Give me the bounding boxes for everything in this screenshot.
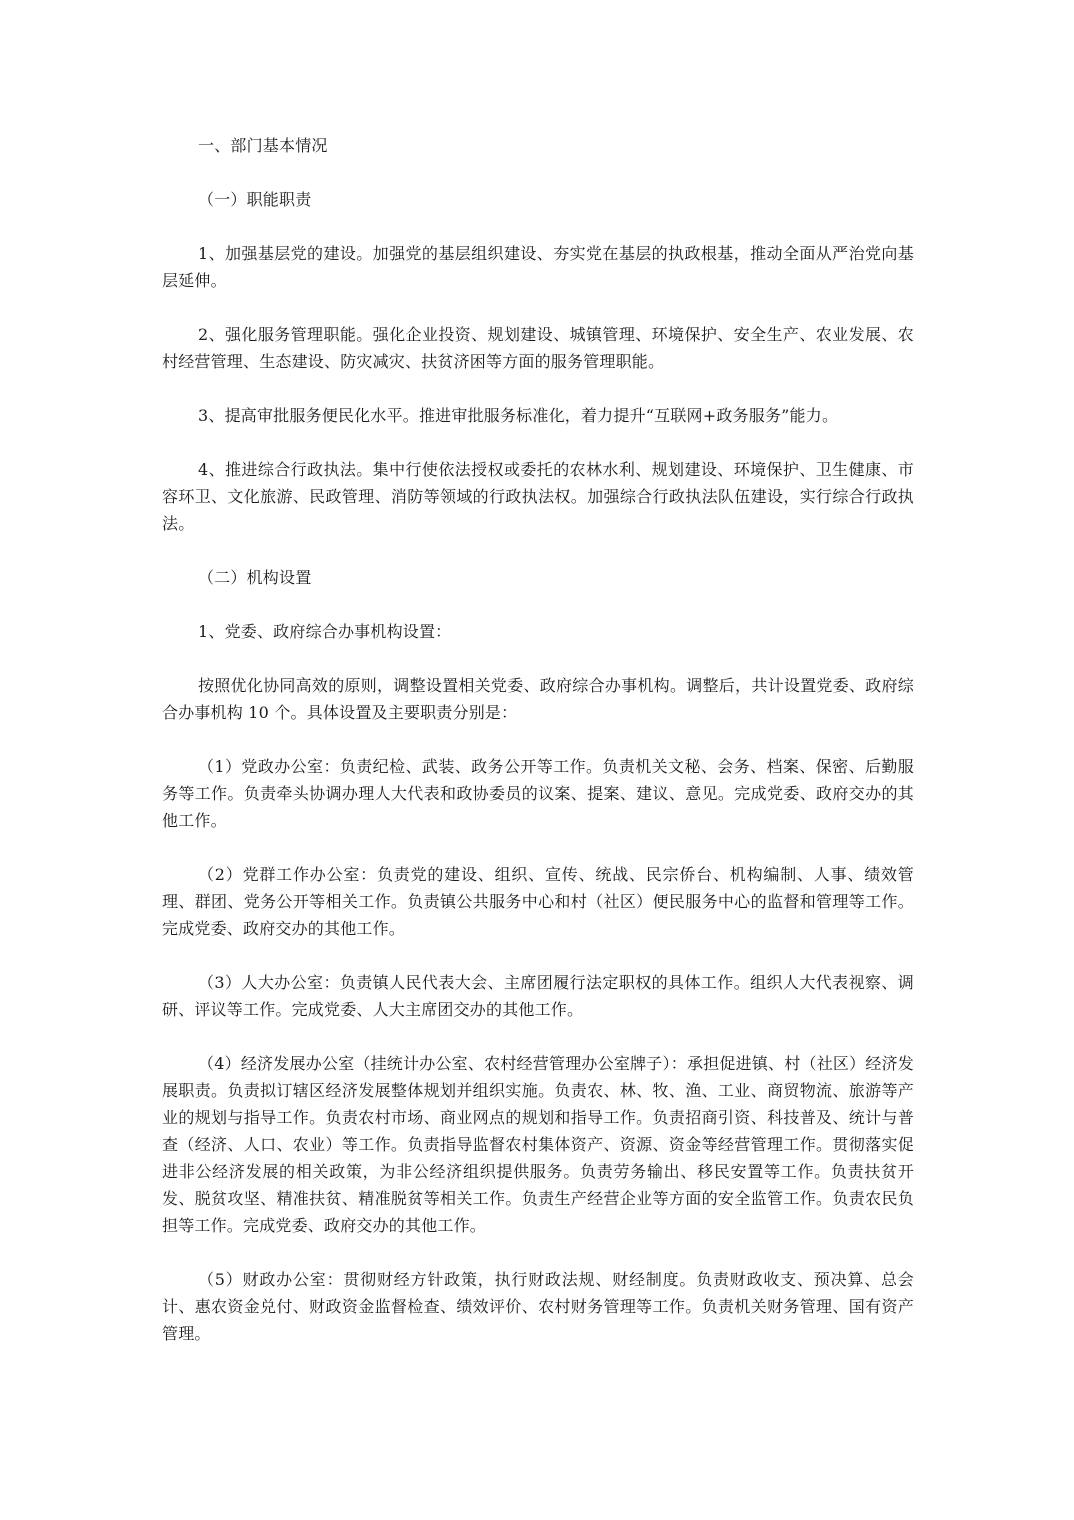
subsection-heading-organization: （二）机构设置 (198, 568, 312, 587)
duty-paragraph-3: 3、提高审批服务便民化水平。推进审批服务标准化，着力提升“互联网+政务服务”能力。 (198, 406, 839, 425)
subsection-heading-duties: （一）职能职责 (198, 190, 312, 209)
duty-paragraph-4: 4、推进综合行政执法。集中行使依法授权或委托的农林水利、规划建设、环境保护、卫生健康、市容环卫、文化旅游、民政管理、消防等领域的行政执法权。加强综合行政执法队伍建设，实行综合行政执法。 (162, 460, 914, 533)
section-heading-basic-info: 一、部门基本情况 (198, 136, 328, 155)
office-paragraph-5: （5）财政办公室：贯彻财经方针政策，执行财政法规、财经制度。负责财政收支、预决算、总会计、惠农资金兑付、财政资金监督检查、绩效评价、农村财务管理等工作。负责机关财务管理、国有资产管理。 (162, 1270, 914, 1343)
organization-intro-paragraph: 按照优化协同高效的原则，调整设置相关党委、政府综合办事机构。调整后，共计设置党委、政府综合办事机构 10 个。具体设置及主要职责分别是： (162, 676, 914, 722)
document-page (162, 132, 914, 1347)
office-paragraph-3: （3）人大办公室：负责镇人民代表大会、主席团履行法定职权的具体工作。组织人大代表视察、调研、评议等工作。完成党委、人大主席团交办的其他工作。 (162, 973, 914, 1019)
office-paragraph-2: （2）党群工作办公室：负责党的建设、组织、宣传、统战、民宗侨台、机构编制、人事、绩效管理、群团、党务公开等相关工作。负责镇公共服务中心和村（社区）便民服务中心的监督和管理等工作。完成党委、政府交办的其他工作。 (162, 865, 914, 938)
office-paragraph-1: （1）党政办公室：负责纪检、武装、政务公开等工作。负责机关文秘、会务、档案、保密、后勤服务等工作。负责牵头协调办理人大代表和政协委员的议案、提案、建议、意见。完成党委、政府交办的其他工作。 (162, 757, 914, 830)
office-paragraph-4: （4）经济发展办公室（挂统计办公室、农村经营管理办公室牌子）：承担促进镇、村（社区）经济发展职责。负责拟订辖区经济发展整体规划并组织实施。负责农、林、牧、渔、工业、商贸物流、旅游等产业的规划与指导工作。负责农村市场、商业网点的规划和指导工作。负责招商引资、科技普及、统计与普查（经济、人口、农业）等工作。负责指导监督农村集体资产、资源、资金等经营管理工作。贯彻落实促进非公经济发展的相关政策，为非公经济组织提供服务。负责劳务输出、移民安置等工作。负责扶贫开发、脱贫攻坚、精准扶贫、精准脱贫等相关工作。负责生产经营企业等方面的安全监管工作。负责农民负担等工作。完成党委、政府交办的其他工作。 (162, 1054, 914, 1235)
organization-item-title: 1、党委、政府综合办事机构设置： (198, 622, 452, 641)
duty-paragraph-2: 2、强化服务管理职能。强化企业投资、规划建设、城镇管理、环境保护、安全生产、农业发展、农村经营管理、生态建设、防灾减灾、扶贫济困等方面的服务管理职能。 (162, 325, 914, 371)
duty-paragraph-1: 1、加强基层党的建设。加强党的基层组织建设、夯实党在基层的执政根基，推动全面从严治党向基层延伸。 (162, 244, 914, 290)
